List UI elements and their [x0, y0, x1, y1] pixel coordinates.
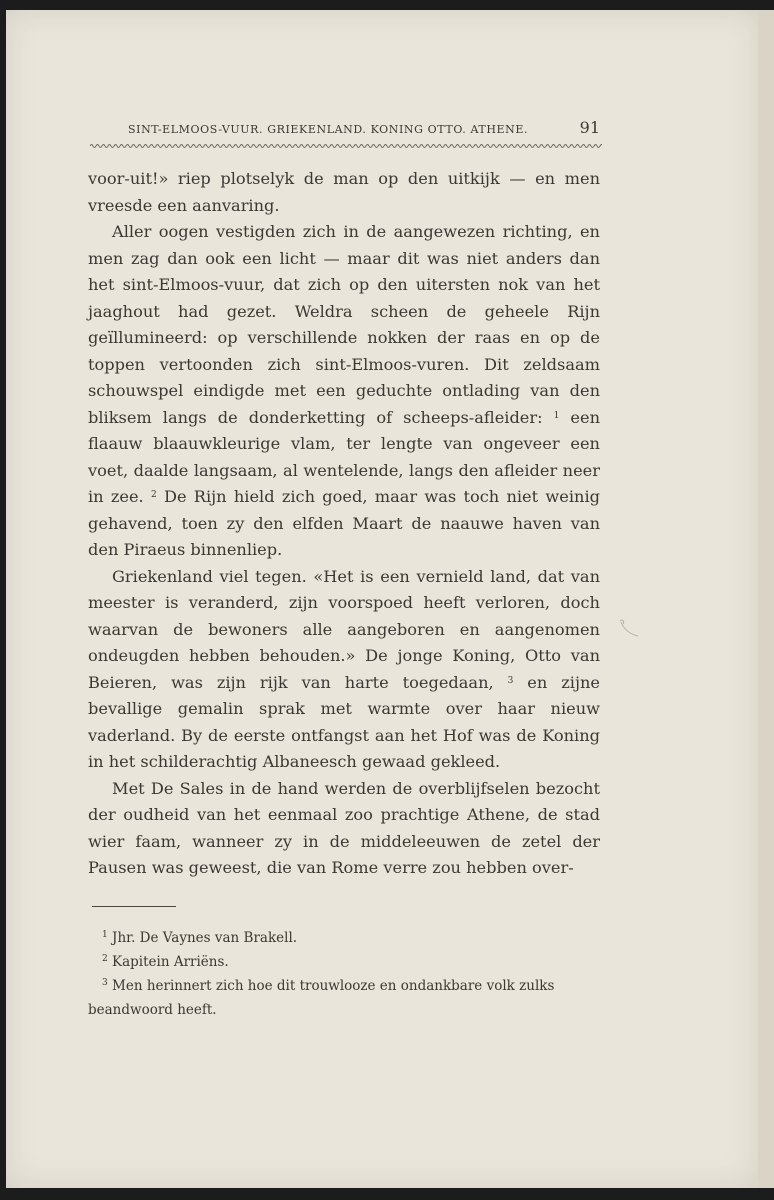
running-title: SINT-ELMOOS-VUUR. GRIEKENLAND. KONING OTTO. ATHENE.	[128, 123, 529, 136]
running-header	[128, 118, 600, 137]
text-segment: Griekenland viel tegen. «Het is een vernield land, dat van meester is veranderd, zijn voorspoed heeft verloren, doch waarvan de bewoners alle aangeboren en aangenomen ondeugden hebben behouden.» De jonge Koning, Otto van Beieren, was zijn rijk van harte toegedaan,	[88, 566, 600, 692]
text-segment: Aller oogen vestigden zich in de aangewezen richting, en men zag dan ook een licht — maar dit was niet anders dan het sint-Elmoos-vuur, dat zich op den uitersten nok van het jaaghout had gezet. Weldra scheen de geheele Rijn geïllumineerd: op verschillende nokken der raas en op de toppen vertoonden zich sint-Elmoos-vuren. Dit zeldsaam schouwspel eindigde met een geduchte ontlading van den bliksem langs de donderketting of scheeps-afleider:	[88, 222, 600, 427]
pencil-mark-icon	[618, 616, 642, 640]
page-edge	[758, 10, 774, 1188]
text-segment: en zijne bevallige gemalin sprak met warmte over haar nieuw vaderland. By de eerste ontfangst aan het Hof was de Koning in het schilderachtig Albaneesch gewaad gekleed.	[88, 672, 600, 771]
page-number: 91	[579, 118, 600, 137]
footnote	[88, 974, 600, 1022]
body-text	[88, 166, 600, 882]
footnote-ref: 1	[553, 410, 560, 421]
text-segment: De Rijn hield zich goed, maar was toch niet weinig gehavend, toen zy den elfden Maart de naauwe haven van den Piraeus binnenliep.	[88, 487, 600, 559]
footnote-rule	[92, 906, 176, 907]
footnotes	[88, 926, 600, 1022]
text-segment: Met De Sales in de hand werden de overblijfselen bezocht der oudheid van het eenmaal zoo prachtige Athene, de stad wier faam, wanneer zy in de middeleeuwen de zetel der Pausen was geweest, die van Rome verre zou hebben over-	[88, 778, 600, 877]
footnote	[88, 950, 600, 974]
footnote-ref: 3	[507, 675, 514, 686]
paragraph	[88, 564, 600, 776]
footnote-text: Kapitein Arriëns.	[107, 954, 229, 970]
footnote-ref: 2	[150, 490, 157, 500]
text-segment: voor-uit!» riep plotselyk de man op den uitkijk — en men vreesde een aanvaring.	[88, 169, 600, 215]
paragraph	[88, 219, 600, 564]
paragraph	[88, 166, 600, 219]
footnote	[88, 926, 600, 950]
footnote-mark: 1	[102, 930, 108, 940]
paragraph	[88, 776, 600, 882]
wavy-rule	[90, 140, 602, 152]
footnote-mark: 2	[102, 954, 108, 964]
text-segment: een flaauw blaauwkleurige vlam, ter lengte van ongeveer een voet, daalde langsaam, al wentelende, langs den afleider neer in zee.	[88, 407, 601, 506]
footnote-text: Men herinnert zich hoe dit trouwlooze en ondankbare volk zulks beandwoord heeft.	[88, 978, 555, 1018]
footnote-text: Jhr. De Vaynes van Brakell.	[107, 930, 298, 946]
footnote-mark: 3	[102, 978, 108, 988]
